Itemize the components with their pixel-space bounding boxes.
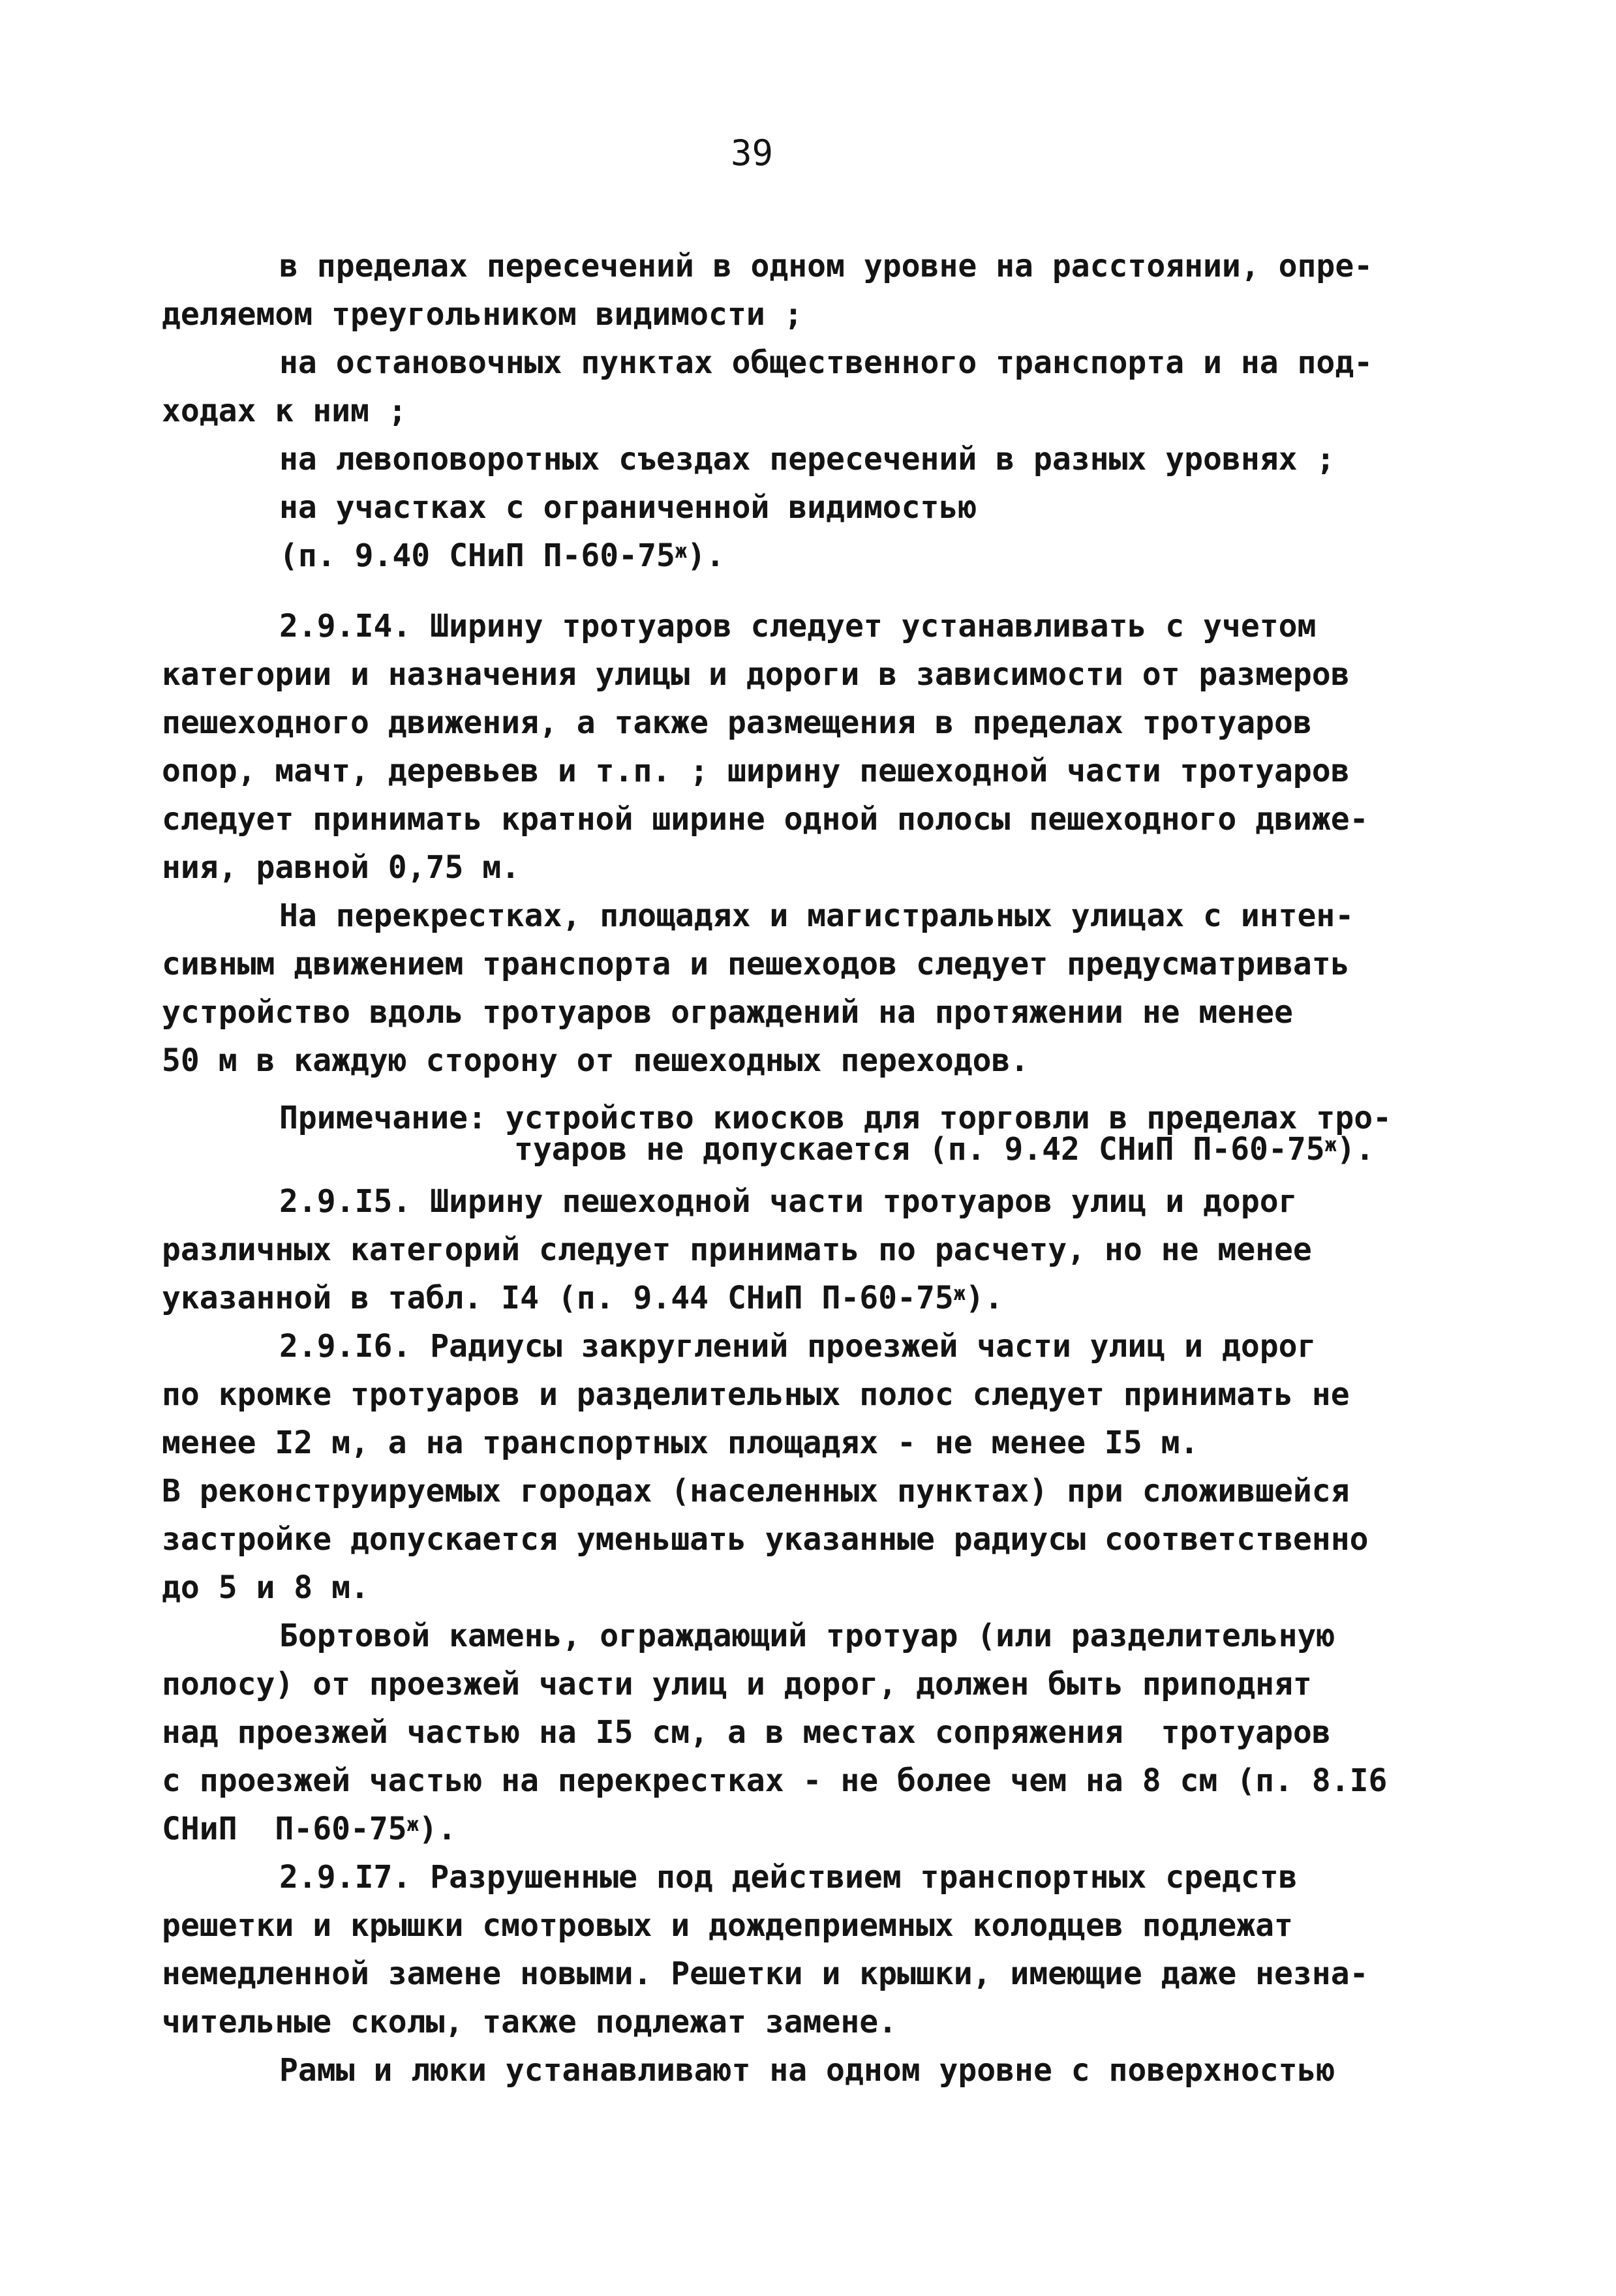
star-mark: ж <box>1324 1134 1337 1156</box>
text-line: ния, равной 0,75 м. <box>162 849 521 886</box>
text-fragment: (п. 9.40 СНиП П-60-75 <box>279 537 675 574</box>
star-mark: ж <box>953 1282 966 1305</box>
text-fragment: указанной в табл. I4 (п. 9.44 СНиП П-60-75 <box>162 1280 954 1316</box>
note-line: Примечание: устройство киосков для торговли в пределах тро- <box>279 1100 1392 1136</box>
text-line: над проезжей частью на I5 см, а в местах сопряжения тротуаров <box>162 1714 1331 1751</box>
text-line: Бортовой камень, ограждающий тротуар (или разделительную <box>279 1618 1335 1654</box>
text-line: с проезжей частью на перекрестках - не более чем на 8 см (п. 8.I6 <box>162 1762 1388 1799</box>
text-line: на остановочных пунктах общественного транспорта и на под- <box>279 344 1373 381</box>
page-number: 39 <box>731 132 774 174</box>
text-line: пешеходного движения, а также размещения в пределах тротуаров <box>162 704 1312 741</box>
text-line: до 5 и 8 м. <box>162 1569 369 1606</box>
text-line: на участках с ограниченной видимостью <box>279 489 977 526</box>
text-line: 2.9.I7. Разрушенные под действием транспортных средств <box>279 1859 1298 1896</box>
text-line: 2.9.I4. Ширину тротуаров следует устанавливать с учетом <box>279 608 1317 644</box>
text-line: 2.9.I5. Ширину пешеходной части тротуаров улиц и дорог <box>279 1183 1298 1220</box>
text-line: немедленной замене новыми. Решетки и крышки, имеющие даже незна- <box>162 1956 1369 1992</box>
text-line: следует принимать кратной ширине одной полосы пешеходного движе- <box>162 801 1369 838</box>
text-line: На перекрестках, площадях и магистральных улицах с интен- <box>279 898 1354 934</box>
text-fragment: туаров не допускается (п. 9.42 СНиП П-60-75 <box>514 1131 1325 1168</box>
text-line: ходах к ним ; <box>162 393 407 429</box>
text-line: решетки и крышки смотровых и дождеприемных колодцев подлежат <box>162 1907 1293 1944</box>
text-line: различных категорий следует принимать по расчету, но не менее <box>162 1231 1312 1268</box>
text-line: Рамы и люки устанавливают на одном уровне с поверхностью <box>279 2052 1335 2089</box>
text-fragment: ). <box>1336 1131 1375 1168</box>
star-mark: ж <box>675 540 687 563</box>
text-line: сивным движением транспорта и пешеходов следует предусматривать <box>162 946 1350 982</box>
text-fragment: ). <box>418 1811 457 1847</box>
text-line: на левоповоротных съездах пересечений в разных уровнях ; <box>279 441 1335 477</box>
text-line: в пределах пересечений в одном уровне на расстоянии, опре- <box>279 248 1373 284</box>
text-line <box>162 1809 457 1849</box>
text-fragment: СНиП П-60-75 <box>162 1811 407 1847</box>
text-line: застройке допускается уменьшать указанные радиусы соответственно <box>162 1521 1369 1558</box>
text-fragment: ). <box>965 1280 1003 1316</box>
text-line: В реконструируемых городах (населенных пунктах) при сложившейся <box>162 1473 1350 1509</box>
text-line: 50 м в каждую сторону от пешеходных переходов. <box>162 1042 1029 1079</box>
text-line: 2.9.I6. Радиусы закруглений проезжей части улиц и дорог <box>279 1328 1317 1365</box>
text-fragment: ). <box>686 537 725 574</box>
text-line: устройство вдоль тротуаров ограждений на протяжении не менее <box>162 994 1293 1031</box>
note-line <box>514 1130 1375 1169</box>
text-line: категории и назначения улицы и дороги в зависимости от размеров <box>162 656 1350 693</box>
star-mark: ж <box>406 1813 419 1836</box>
text-line: деляемом треугольником видимости ; <box>162 296 803 333</box>
text-line: чительные сколы, также подлежат замене. <box>162 2004 898 2040</box>
text-line: менее I2 м, а на транспортных площадях - не менее I5 м. <box>162 1425 1199 1461</box>
text-line <box>279 536 725 575</box>
text-line: опор, мачт, деревьев и т.п. ; ширину пешеходной части тротуаров <box>162 753 1350 789</box>
text-line <box>162 1278 1003 1318</box>
text-line: полосу) от проезжей части улиц и дорог, должен быть приподнят <box>162 1666 1312 1702</box>
text-line: по кромке тротуаров и разделительных полос следует принимать не <box>162 1376 1350 1413</box>
